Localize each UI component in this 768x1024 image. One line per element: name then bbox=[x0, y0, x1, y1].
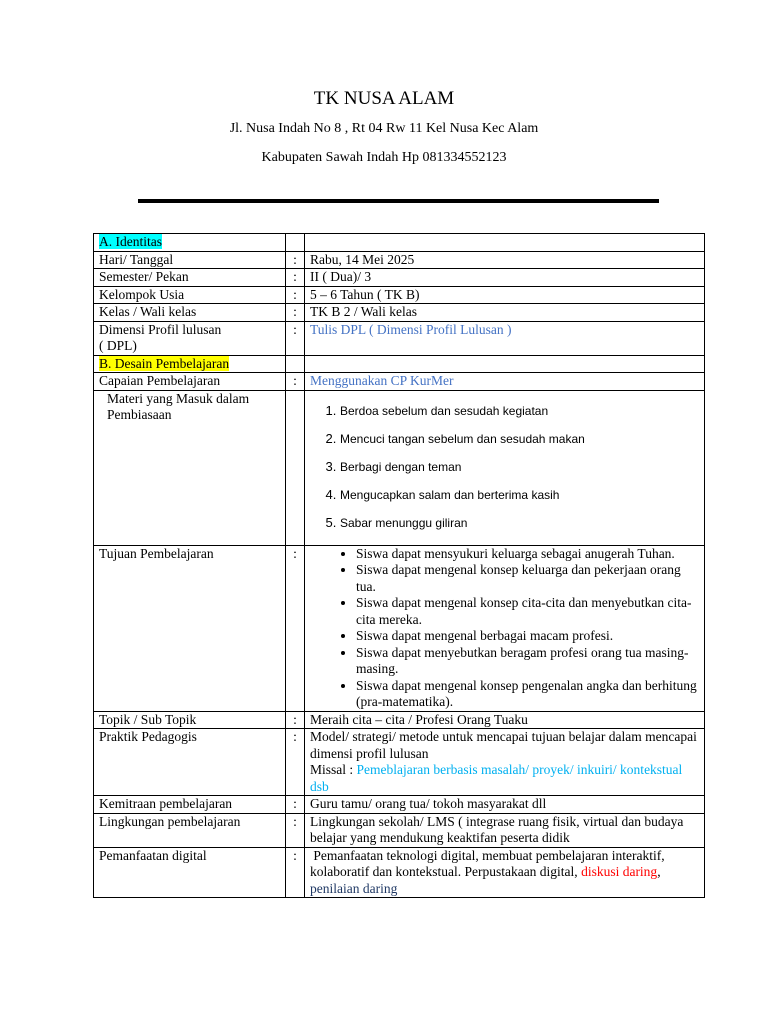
section-b-heading: B. Desain Pembelajaran bbox=[99, 355, 230, 371]
table-row bbox=[94, 304, 705, 322]
praktik-missal-label: Missal : bbox=[310, 762, 357, 777]
digital-red-text: diskusi daring bbox=[581, 864, 658, 879]
colon: : bbox=[286, 847, 305, 898]
list-item: 1. Berdoa sebelum dan sesudah kegiatan bbox=[340, 397, 699, 425]
materi-label-line-1: Materi yang Masuk dalam bbox=[107, 390, 250, 406]
table-row bbox=[94, 729, 705, 796]
colon: : bbox=[286, 304, 305, 322]
colon: : bbox=[286, 796, 305, 814]
digital-separator: , bbox=[657, 864, 664, 879]
colon: : bbox=[286, 711, 305, 729]
tujuan-list bbox=[310, 546, 699, 711]
hari-value: Rabu, 14 Mei 2025 bbox=[305, 251, 705, 269]
topik-value: Meraih cita – cita / Profesi Orang Tuaku bbox=[305, 711, 705, 729]
hari-label: Hari/ Tanggal bbox=[94, 251, 286, 269]
praktik-label: Praktik Pedagogis bbox=[94, 729, 286, 796]
lingkungan-value: Lingkungan sekolah/ LMS ( integrase ruang fisik, virtual dan budaya belajar yang mendukung keaktifan peserta didik bbox=[305, 813, 705, 847]
topik-label: Topik / Sub Topik bbox=[94, 711, 286, 729]
list-item: 5. Sabar menunggu giliran bbox=[340, 509, 699, 537]
praktik-value: Model/ strategi/ metode untuk mencapai tujuan belajar dalam mencapai dimensi profil lulusan bbox=[310, 729, 697, 761]
table-row bbox=[94, 847, 705, 898]
colon: : bbox=[286, 545, 305, 711]
table-row bbox=[94, 234, 705, 252]
list-item: • Siswa dapat mensyukuri keluarga sebagai anugerah Tuhan. bbox=[356, 546, 699, 563]
table-row bbox=[94, 796, 705, 814]
semester-label: Semester/ Pekan bbox=[94, 269, 286, 287]
colon: : bbox=[286, 321, 305, 355]
kelas-value: TK B 2 / Wali kelas bbox=[305, 304, 705, 322]
table-row bbox=[94, 545, 705, 711]
usia-label: Kelompok Usia bbox=[94, 286, 286, 304]
digital-value: Pemanfaatan teknologi digital, membuat pembelajaran interaktif, kolaboratif dan kontekstual. Perpustakaan digital, bbox=[310, 847, 669, 879]
colon: : bbox=[286, 813, 305, 847]
materi-list bbox=[310, 397, 699, 537]
table-row bbox=[94, 355, 705, 373]
materi-label-line-2: Pembiasaan bbox=[107, 407, 172, 422]
digital-label: Pemanfaatan digital bbox=[94, 847, 286, 898]
list-item: • Siswa dapat mengenal konsep cita-cita dan menyebutkan cita-cita mereka. bbox=[356, 595, 699, 628]
colon: : bbox=[286, 729, 305, 796]
tujuan-label: Tujuan Pembelajaran bbox=[94, 545, 286, 711]
dpl-label-line-1: Dimensi Profil lulusan bbox=[99, 321, 222, 337]
cp-label: Capaian Pembelajaran bbox=[94, 373, 286, 391]
address-line-2: Kabupaten Sawah Indah Hp 081334552123 bbox=[261, 150, 507, 165]
kelas-label: Kelas / Wali kelas bbox=[94, 304, 286, 322]
list-item: • Siswa dapat mengenal berbagai macam profesi. bbox=[356, 628, 699, 645]
list-item: 3. Berbagi dengan teman bbox=[340, 453, 699, 481]
table-row bbox=[94, 286, 705, 304]
header-divider bbox=[138, 199, 659, 203]
list-item: • Siswa dapat menyebutkan beragam profesi orang tua masing-masing. bbox=[356, 645, 699, 678]
usia-value: 5 – 6 Tahun ( TK B) bbox=[305, 286, 705, 304]
dpl-value: Tulis DPL ( Dimensi Profil Lulusan ) bbox=[305, 321, 705, 355]
lingkungan-label: Lingkungan pembelajaran bbox=[94, 813, 286, 847]
table-row bbox=[94, 390, 705, 545]
colon: : bbox=[286, 269, 305, 287]
colon: : bbox=[286, 286, 305, 304]
kemitraan-value: Guru tamu/ orang tua/ tokoh masyarakat dll bbox=[305, 796, 705, 814]
section-a-heading: A. Identitas bbox=[99, 234, 162, 249]
table-row bbox=[94, 269, 705, 287]
semester-value: II ( Dua)/ 3 bbox=[305, 269, 705, 287]
list-item: 4. Mengucapkan salam dan berterima kasih bbox=[340, 481, 699, 509]
table-row bbox=[94, 373, 705, 391]
table-row bbox=[94, 321, 705, 355]
list-item: • Siswa dapat mengenal konsep keluarga dan pekerjaan orang tua. bbox=[356, 562, 699, 595]
list-item: 2. Mencuci tangan sebelum dan sesudah makan bbox=[340, 425, 699, 453]
lesson-plan-table bbox=[93, 233, 705, 898]
table-row bbox=[94, 711, 705, 729]
table-row bbox=[94, 251, 705, 269]
cp-value: Menggunakan CP KurMer bbox=[305, 373, 705, 391]
digital-navy-text: penilaian daring bbox=[310, 880, 398, 896]
school-name: TK NUSA ALAM bbox=[313, 88, 455, 109]
colon: : bbox=[286, 373, 305, 391]
address-line-1: Jl. Nusa Indah No 8 , Rt 04 Rw 11 Kel Nusa Kec Alam bbox=[229, 121, 539, 136]
kemitraan-label: Kemitraan pembelajaran bbox=[94, 796, 286, 814]
dpl-label-line-2: ( DPL) bbox=[99, 338, 137, 353]
table-row bbox=[94, 813, 705, 847]
praktik-example: Pemeblajaran berbasis masalah/ proyek/ inkuiri/ kontekstual dsb bbox=[310, 762, 683, 794]
list-item: • Siswa dapat mengenal konsep pengenalan angka dan berhitung (pra-matematika). bbox=[356, 678, 699, 711]
colon: : bbox=[286, 251, 305, 269]
